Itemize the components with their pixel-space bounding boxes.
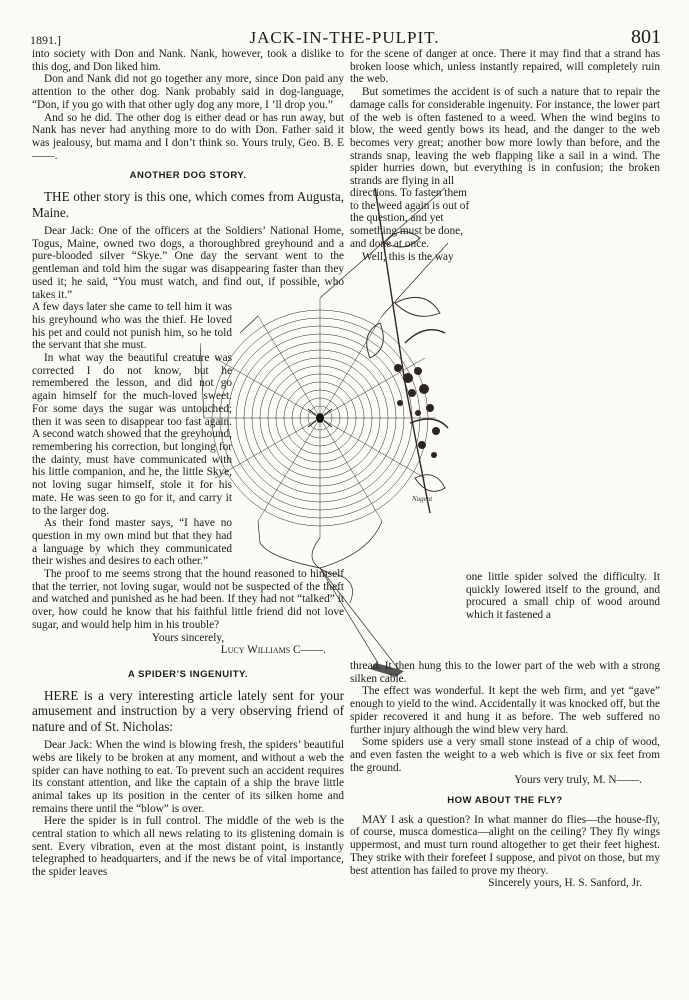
header-date: 1891.] xyxy=(30,33,61,47)
paragraph: Some spiders use a very small stone instead of a chip of wood, and even fasten the weight to a web which is five or six feet from the ground. xyxy=(350,736,660,774)
paragraph: for the scene of danger at once. There it may find that a strand has broken loose which, unless instantly repaired, will completely ruin the web. xyxy=(350,48,660,86)
paragraph: thread. It then hung this to the lower part of the web with a strong silken cable. xyxy=(350,660,660,685)
page-number: 801 xyxy=(631,26,661,48)
paragraph: As their fond master says, “I have no question in my own mind but that they had a language by which they communicated their wishes and desires to each other.” xyxy=(32,517,232,568)
heading-how-about-the-fly: HOW ABOUT THE FLY? xyxy=(447,795,563,807)
spider-web-illustration xyxy=(200,183,450,703)
paragraph: But sometimes the accident is of such a nature that to repair the damage calls for considerable ingenuity. For instance, the lower part of the web is often fastened to a weed. When the wind begins to blow, the weed gently bows its head, and the danger to the web becomes very great; another bow more lowly than before, and the strands snap, leaving the web flapping like a sail in a wind. The spider hurries down, but everything is in confusion; the broken strands are flying in all xyxy=(350,86,660,188)
letter-paragraph: Dear Jack: One of the officers at the Soldiers’ National Home, Togus, Maine, owned two dogs, a thoroughbred greyhound and a pure-blooded silver “Skye.” One day the servant went to the gentleman and told him the sugar was disappearing faster than they used it; he said, “You must watch, and find out, if possible, who takes it.” xyxy=(32,225,344,301)
paragraph: directions. To fasten them to the weed again is out of the question, and yet something must be done, and done at once. xyxy=(350,187,470,250)
closing-signature: Sincerely yours, H. S. Sanford, Jr. xyxy=(488,877,642,890)
paragraph: The proof to me seems strong that the hound reasoned to himself that the terrier, not loving sugar, would not be suspected of the theft and watched and punished as he had been. If they had not “talked” it over, how could he know that his faithful little friend did not love sugar, and would help him in his trouble? xyxy=(32,568,344,631)
paragraph: Dear Jack: When the wind is blowing fresh, the spiders’ beautiful webs are likely to be broken at any moment, and without a web the spider can have nothing to eat. To prevent such an accident requires its constant attention, and like the captain of a ship the brave little animal takes up its position in the center of its silken home and remains there until the “blow” is over. xyxy=(32,739,344,815)
header-title: JACK-IN-THE-PULPIT. xyxy=(249,28,440,47)
heading-spiders-ingenuity: A SPIDER’S INGENUITY. xyxy=(128,668,248,680)
paragraph: In what way the beautiful creature was corrected I do not know, but he remembered the lesson, and did not go again himself for the much-loved sweet. For some days the sugar was untouched; then it was seen to disappear too fast again. A second watch showed that the greyhound, remembering his correction, but longing for the dainty, must have communicated with his little companion, and he, the little Skye, not loving sugar himself, stole it for his mate. He was seen to go for it, and carry it to the larger dog. xyxy=(32,352,232,517)
paragraph: Here the spider is in full control. The middle of the web is the central station to which all news relating to its glistening domain is sent. Every vibration, even at the most distant point, is instantly telegraphed to headquarters, and if the news be of vital importance, the spider leaves xyxy=(32,815,344,879)
heading-another-dog-story: ANOTHER DOG STORY. xyxy=(129,170,247,182)
paragraph: MAY I ask a question? In what manner do flies—the house-fly, of course, musca domestica—alight on the ceiling? They fly wings uppermost, and must turn round altogether to get their feet highest. They strike with their forefeet I suppose, and pivot on those, but my best attention has failed to prove my theory. xyxy=(350,813,660,877)
closing: Yours sincerely, xyxy=(151,631,225,644)
paragraph: The effect was wonderful. It kept the web firm, and yet “gave” enough to yield to the wind. Accidentally it was knocked off, but the spider recovered it and hung it as before. The web suffered no further injury although the wind blew very hard. xyxy=(350,685,660,736)
closing-signature: Yours very truly, M. N——. xyxy=(514,774,642,787)
paragraph: Don and Nank did not go together any more, since Don paid any attention to the other dog. Nank probably said in dog-language, “Don, if you go with that other ugly dog any more, I ’ll drop you.” xyxy=(32,73,344,111)
lead-paragraph: THE other story is this one, which comes from Augusta, Maine. xyxy=(32,189,344,220)
paragraph: And so he did. The other dog is either dead or has run away, but Nank has never had anything more to do with Don. Father said it was jealousy, but mama and I don’t think so. Yours truly, Geo. B. E——. xyxy=(32,111,344,162)
right-column-bottom xyxy=(350,660,660,890)
signature: Lucy Williams C——. xyxy=(220,644,326,657)
artist-signature: Nugent xyxy=(412,495,433,503)
weed-stem xyxy=(375,188,448,513)
paragraph: Well, this is the way xyxy=(362,250,454,263)
paragraph: one little spider solved the difficulty. It quickly lowered itself to the ground, and procured a small chip of wood around which it fastened a xyxy=(466,571,660,622)
lead-paragraph: HERE is a very interesting article lately sent for your amusement and instruction by a very observing friend of nature and of St. Nicholas: xyxy=(32,687,344,734)
paragraph: A few days later she came to tell him it was his greyhound who was the thief. He loved his pet and could not punish him, so he told the servant that she must. xyxy=(32,301,232,352)
paragraph: into society with Don and Nank. Nank, however, took a dislike to this dog, and Don liked him. xyxy=(32,48,344,73)
right-column-top xyxy=(350,48,660,188)
right-column-wrap-lower xyxy=(466,571,660,622)
